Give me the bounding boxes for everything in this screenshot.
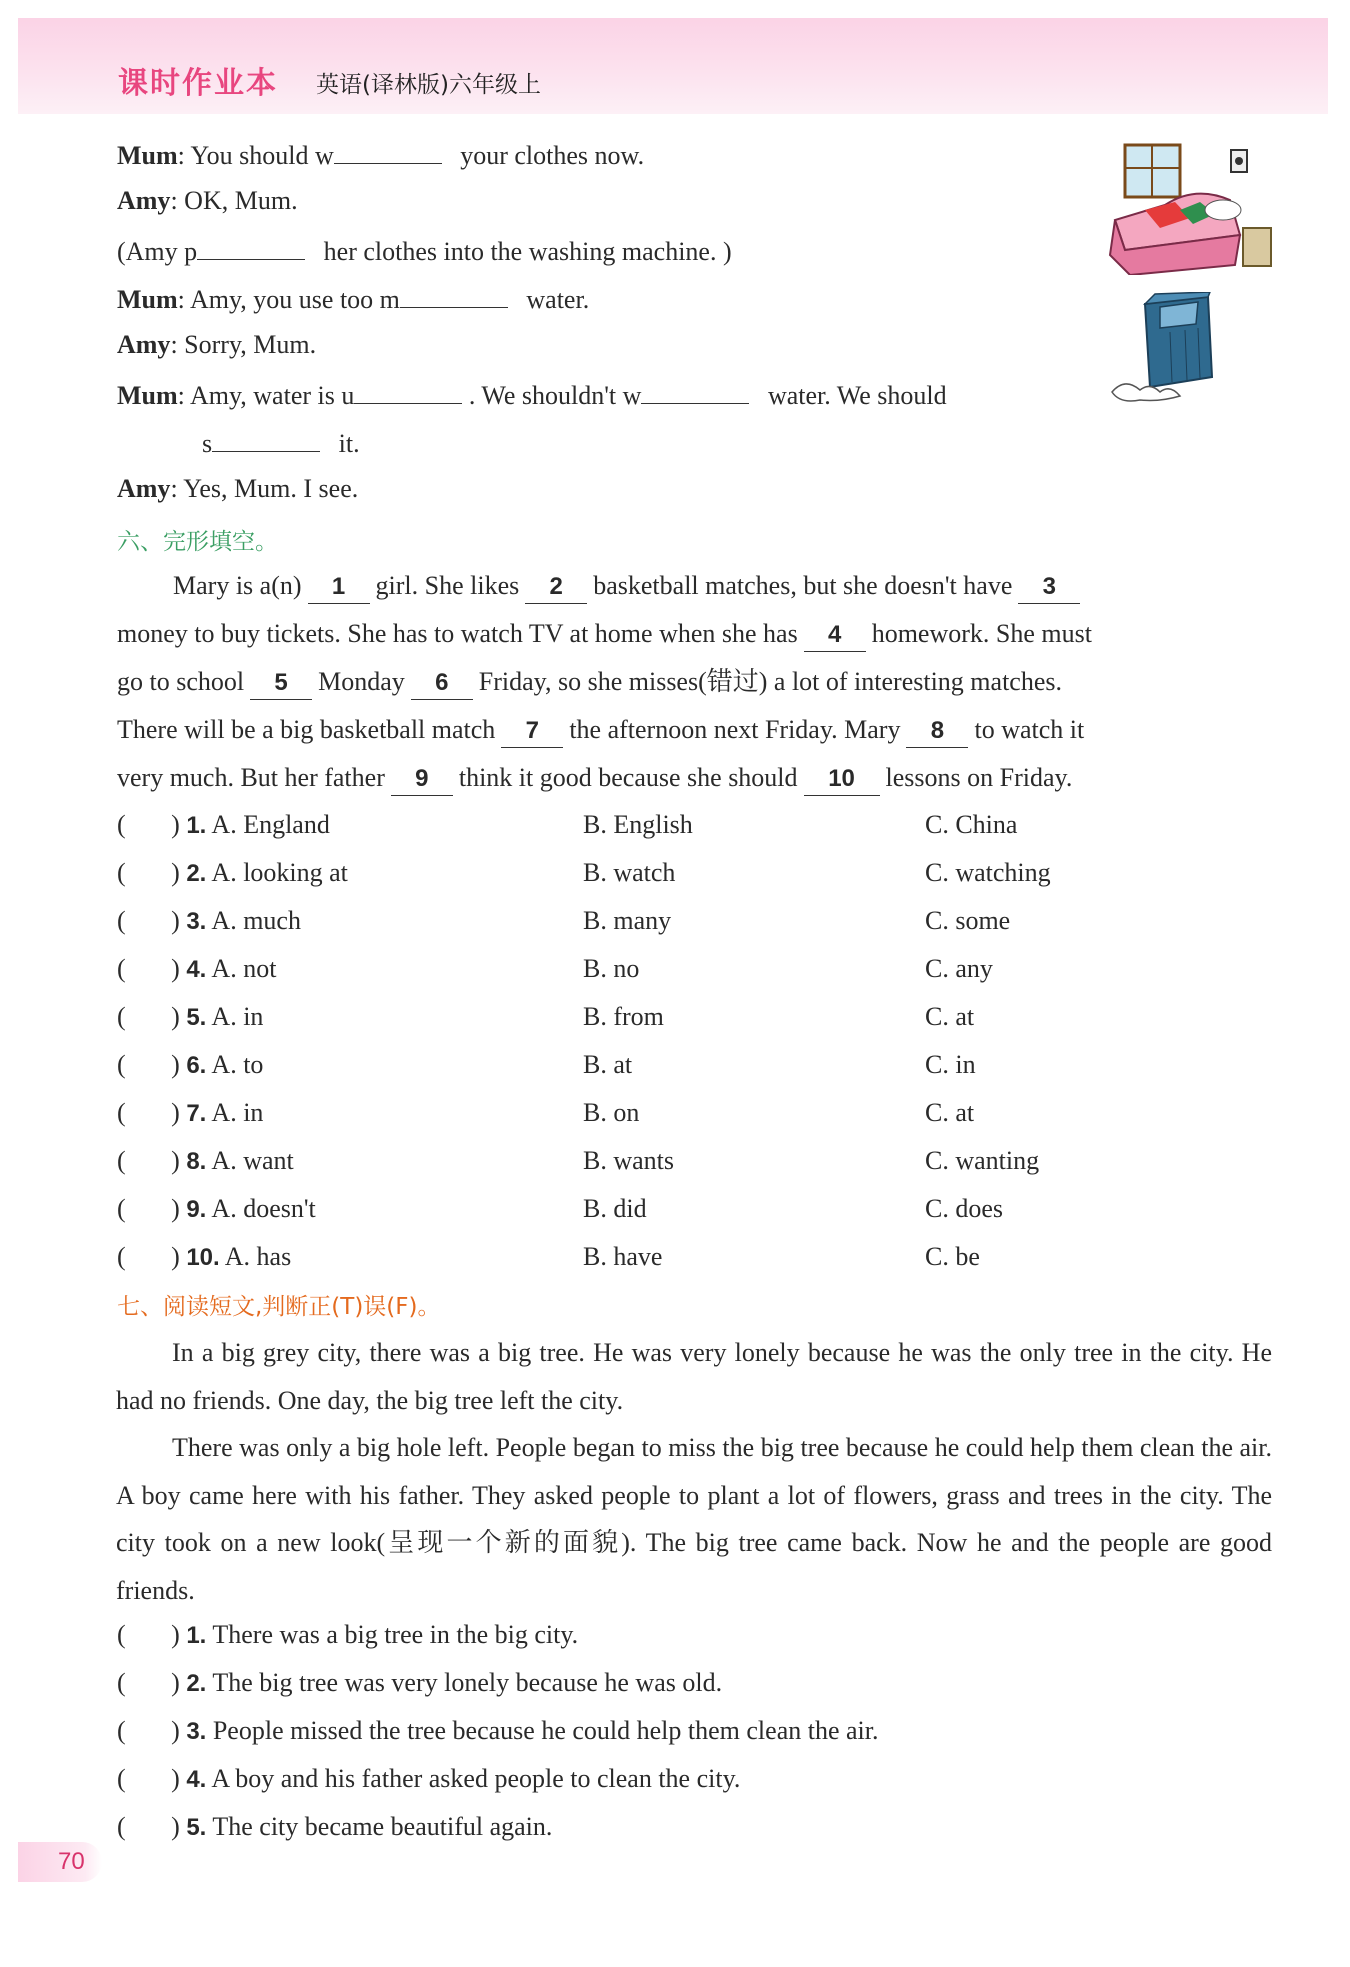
cloze-question-row <box>117 1146 294 1176</box>
answer-paren[interactable]: ( ) <box>117 906 180 935</box>
cloze-blank[interactable]: 8 <box>906 715 968 748</box>
speaker: Amy <box>117 186 171 215</box>
cloze-blank[interactable]: 5 <box>250 667 312 700</box>
answer-paren[interactable]: ( ) <box>117 858 180 887</box>
tf-statement-row <box>117 1716 878 1746</box>
option-a: A. not <box>211 954 277 983</box>
cloze-question-row <box>117 1050 263 1080</box>
answer-paren[interactable]: ( ) <box>117 810 180 839</box>
cloze-blank[interactable]: 2 <box>525 571 587 604</box>
option-c: C. wanting <box>925 1146 1040 1175</box>
option-b: B. did <box>583 1194 647 1223</box>
option-c: C. China <box>925 810 1018 839</box>
cloze-line-5: very much. But her father 9 think it good because she should 10 lessons on Friday. <box>117 762 1072 796</box>
answer-paren[interactable]: ( ) <box>117 1716 180 1745</box>
cloze-blank[interactable]: 1 <box>308 571 370 604</box>
bedroom-illustration-icon <box>1105 140 1273 275</box>
option-a: A. in <box>211 1002 264 1031</box>
question-number: 8. <box>186 1148 207 1175</box>
answer-paren[interactable]: ( ) <box>117 1194 180 1223</box>
option-b: B. have <box>583 1242 663 1271</box>
answer-paren[interactable]: ( ) <box>117 1620 180 1649</box>
page-number: 70 <box>58 1848 85 1875</box>
answer-blank[interactable] <box>212 425 320 452</box>
cloze-question-row <box>117 1194 316 1224</box>
reading-paragraph-1: In a big grey city, there was a big tree. He was very lonely because he was the only tree in the city. He had no friends. One day, the big tree left the city. <box>116 1338 1272 1415</box>
cloze-question-row <box>117 810 330 840</box>
answer-paren[interactable]: ( ) <box>117 954 180 983</box>
option-c: C. watching <box>925 858 1051 887</box>
statement-text: The city became beautiful again. <box>212 1812 553 1841</box>
question-number: 3. <box>186 908 207 935</box>
cloze-blank[interactable]: 9 <box>391 763 453 796</box>
statement-number: 5. <box>186 1814 207 1841</box>
option-c: C. any <box>925 954 993 983</box>
cloze-blank[interactable]: 3 <box>1018 571 1080 604</box>
speaker: Mum <box>117 285 178 314</box>
statement-text: A boy and his father asked people to clean the city. <box>211 1764 741 1793</box>
option-a: A. want <box>211 1146 294 1175</box>
answer-blank[interactable] <box>641 377 749 404</box>
option-b: B. on <box>583 1098 640 1127</box>
answer-paren[interactable]: ( ) <box>117 1242 180 1271</box>
option-b: B. many <box>583 906 672 935</box>
statement-text: There was a big tree in the big city. <box>212 1620 579 1649</box>
tf-statement-row <box>117 1620 578 1650</box>
cloze-question-row <box>117 1002 263 1032</box>
dialogue-line-5: Amy: Sorry, Mum. <box>117 330 317 359</box>
answer-blank[interactable] <box>334 137 442 164</box>
dialogue-line-8: Amy: Yes, Mum. I see. <box>117 474 359 503</box>
option-c: C. at <box>925 1098 975 1127</box>
option-a: A. has <box>224 1242 292 1271</box>
dialogue-line-2: Amy: OK, Mum. <box>117 186 298 215</box>
dialogue-line-7: s it. <box>202 425 360 460</box>
option-a: A. doesn't <box>211 1194 316 1223</box>
cloze-question-row <box>117 954 276 984</box>
statement-text: The big tree was very lonely because he was old. <box>212 1668 723 1697</box>
cloze-question-row <box>117 1098 263 1128</box>
question-number: 4. <box>186 956 207 983</box>
speaker: Amy <box>117 330 171 359</box>
speaker: Mum <box>117 141 178 170</box>
question-number: 7. <box>186 1100 207 1127</box>
question-number: 5. <box>186 1004 207 1031</box>
option-b: B. at <box>583 1050 633 1079</box>
option-a: A. to <box>211 1050 264 1079</box>
statement-number: 2. <box>186 1670 207 1697</box>
page-number-badge <box>18 1842 102 1882</box>
option-b: B. no <box>583 954 640 983</box>
cloze-line-4: There will be a big basketball match 7 the afternoon next Friday. Mary 8 to watch it <box>117 714 1084 748</box>
option-a: A. in <box>211 1098 264 1127</box>
option-c: C. at <box>925 1002 975 1031</box>
answer-paren[interactable]: ( ) <box>117 1668 180 1697</box>
cloze-blank[interactable]: 7 <box>501 715 563 748</box>
cloze-line-1: Mary is a(n) 1 girl. She likes 2 basketball matches, but she doesn't have 3 <box>173 570 1086 604</box>
option-b: B. English <box>583 810 693 839</box>
option-b: B. watch <box>583 858 676 887</box>
option-c: C. be <box>925 1242 980 1271</box>
cloze-question-row <box>117 858 348 888</box>
question-number: 10. <box>186 1244 220 1271</box>
statement-number: 1. <box>186 1622 207 1649</box>
cloze-question-row <box>117 1242 291 1272</box>
answer-paren[interactable]: ( ) <box>117 1098 180 1127</box>
brand-title: 课时作业本 <box>118 66 278 101</box>
answer-blank[interactable] <box>197 233 305 260</box>
option-b: B. wants <box>583 1146 674 1175</box>
dialogue-line-6: Mum: Amy, water is u . We shouldn't w water. We should <box>117 377 947 412</box>
washing-machine-icon <box>1110 292 1220 410</box>
answer-paren[interactable]: ( ) <box>117 1812 180 1841</box>
option-b: B. from <box>583 1002 664 1031</box>
option-a: A. England <box>211 810 330 839</box>
statement-number: 3. <box>186 1718 207 1745</box>
answer-blank[interactable] <box>400 281 508 308</box>
answer-paren[interactable]: ( ) <box>117 1050 180 1079</box>
section-7-title: 七、阅读短文,判断正(T)误(F)。 <box>117 1294 441 1320</box>
question-number: 6. <box>186 1052 207 1079</box>
speaker: Amy <box>117 474 171 503</box>
answer-paren[interactable]: ( ) <box>117 1146 180 1175</box>
section-6-title: 六、完形填空。 <box>117 529 278 555</box>
statement-number: 4. <box>186 1766 207 1793</box>
subject-title: 英语(译林版)六年级上 <box>316 72 541 98</box>
cloze-line-3: go to school 5 Monday 6 Friday, so she misses(错过) a lot of interesting matches. <box>117 666 1062 700</box>
cloze-question-row <box>117 906 301 936</box>
cloze-blank[interactable]: 6 <box>411 667 473 700</box>
cloze-line-2: money to buy tickets. She has to watch TV at home when she has 4 homework. She must <box>117 618 1092 652</box>
answer-blank[interactable] <box>354 377 462 404</box>
cloze-blank[interactable]: 4 <box>804 619 866 652</box>
dialogue-line-4: Mum: Amy, you use too m water. <box>117 281 589 316</box>
tf-statement-row <box>117 1764 740 1794</box>
statement-text: People missed the tree because he could help them clean the air. <box>212 1716 879 1745</box>
tf-statement-row <box>117 1668 722 1698</box>
dialogue-line-1: Mum: You should w your clothes now. <box>117 137 644 172</box>
reading-paragraph-2: There was only a big hole left. People began to miss the big tree because he could help them clean the air. A boy came here with his father. They asked people to plant a lot of flowers, grass and trees in the city. The city took on a new look(呈现一个新的面貌). The big tree came back. Now he and the people are good friends. <box>116 1433 1272 1605</box>
speaker: Mum <box>117 381 178 410</box>
question-number: 1. <box>186 812 207 839</box>
answer-paren[interactable]: ( ) <box>117 1764 180 1793</box>
answer-paren[interactable]: ( ) <box>117 1002 180 1031</box>
cloze-blank[interactable]: 10 <box>804 763 880 796</box>
option-a: A. much <box>211 906 301 935</box>
option-c: C. some <box>925 906 1011 935</box>
option-c: C. in <box>925 1050 976 1079</box>
question-number: 2. <box>186 860 207 887</box>
dialogue-line-3: (Amy p her clothes into the washing machine. ) <box>117 233 732 268</box>
question-number: 9. <box>186 1196 207 1223</box>
tf-statement-row <box>117 1812 552 1842</box>
option-a: A. looking at <box>211 858 348 887</box>
option-c: C. does <box>925 1194 1003 1223</box>
